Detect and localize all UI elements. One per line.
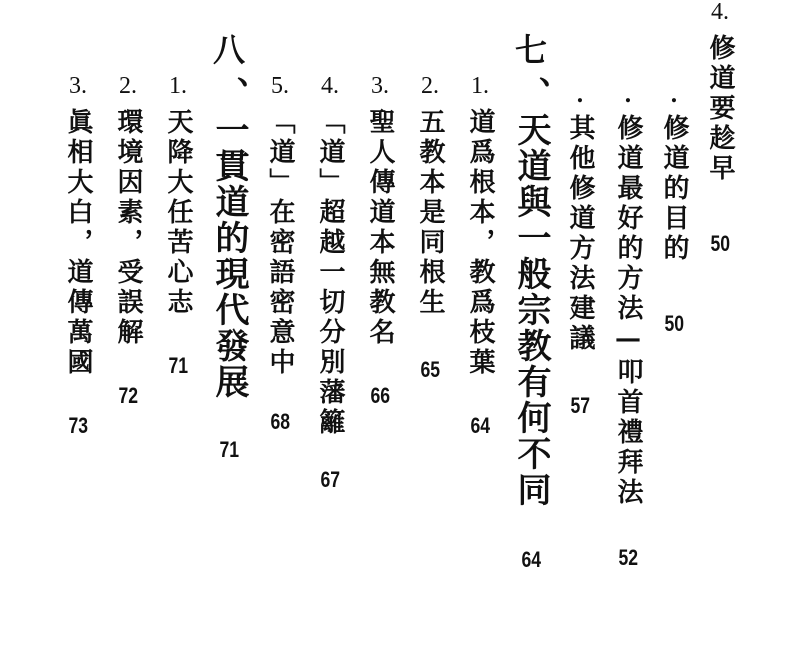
toc-entry [105, 0, 151, 408]
bullet-dot: . [670, 82, 678, 108]
entry-number: 4. [711, 0, 729, 25]
entry-title: 修道最好的方法—叩首禮拜法 [613, 114, 643, 508]
entry-number: 2. [119, 73, 137, 99]
entry-title: 天降大任苦心志 [163, 108, 193, 318]
page-number: 68 [270, 409, 290, 434]
toc-entry [307, 0, 353, 492]
page-number: 66 [370, 383, 390, 408]
entry-title: 修道的目的 [659, 114, 689, 264]
toc-entry [357, 0, 403, 408]
entry-title: 道爲根本，教爲枝葉 [465, 108, 495, 378]
section-number: 八 [212, 31, 245, 69]
entry-title: 「道」在密語密意中 [265, 108, 295, 378]
section-number: 七 [514, 31, 547, 69]
page-number: 57 [570, 393, 590, 418]
entry-title: 聖人傳道本無教名 [365, 108, 395, 348]
entry-title: 環境因素，受誤解 [113, 108, 143, 348]
toc-entry [697, 0, 743, 256]
toc-entry [407, 0, 453, 382]
section-heading [505, 0, 557, 572]
page-number: 73 [68, 413, 88, 438]
entry-title: 五教本是同根生 [415, 108, 445, 318]
page-number: 52 [618, 545, 638, 570]
bullet-dot: . [624, 82, 632, 108]
toc-entry [155, 0, 201, 378]
entry-number: 3. [371, 73, 389, 99]
page-number: 71 [219, 437, 239, 462]
toc-entry [651, 0, 697, 336]
page-number: 65 [420, 357, 440, 382]
toc-entry [557, 0, 603, 418]
entry-number: 1. [471, 73, 489, 99]
page-number: 72 [118, 383, 138, 408]
page-number: 64 [521, 547, 541, 572]
page-number: 64 [470, 413, 490, 438]
entry-number: 2. [421, 73, 439, 99]
page-number: 71 [168, 353, 188, 378]
entry-title: 修道要趁早 [705, 34, 735, 184]
entry-number: 3. [69, 73, 87, 99]
entry-title: 眞相大白，道傳萬國 [63, 108, 93, 378]
entry-number: 1. [169, 73, 187, 99]
entry-number: 5. [271, 73, 289, 99]
bullet-dot: . [576, 82, 584, 108]
section-title: 、天道與一般宗教有何不同 [511, 76, 551, 508]
section-heading [203, 0, 255, 462]
page-number: 50 [710, 231, 730, 256]
entry-title: 其他修道方法建議 [565, 114, 595, 354]
toc-entry [457, 0, 503, 438]
page-number: 50 [664, 311, 684, 336]
toc-entry [55, 0, 101, 438]
page-number: 67 [320, 467, 340, 492]
toc-entry [605, 0, 651, 570]
entry-number: 4. [321, 73, 339, 99]
section-title: 、一貫道的現代發展 [209, 76, 249, 400]
entry-title: 「道」超越一切分別藩籬 [315, 108, 345, 438]
toc-entry [257, 0, 303, 434]
